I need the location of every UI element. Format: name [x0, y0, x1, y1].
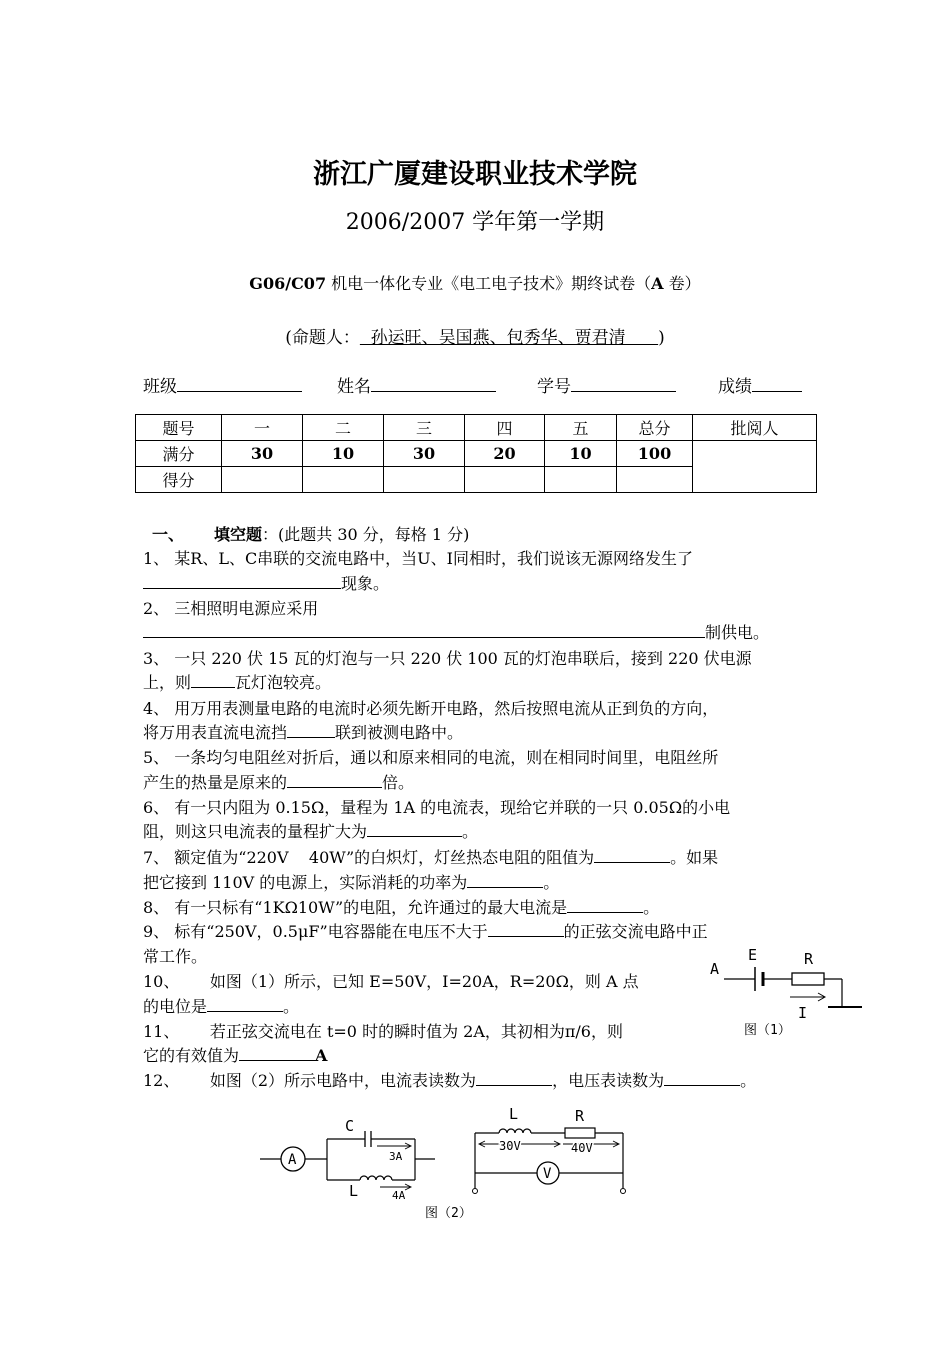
- full-score-cell: 30: [384, 441, 465, 467]
- school-title: 浙江广厦建设职业技术学院: [313, 159, 637, 190]
- resistor-r2: [565, 1128, 595, 1138]
- inductor-label-2: L: [509, 1105, 519, 1123]
- question-6-line1: 6、 有一只内阻为 0.15Ω，量程为 1A 的电流表，现给它并联的一只 0.05Ω的小电: [143, 798, 731, 817]
- answer-blank[interactable]: [207, 995, 283, 1012]
- exam-code: G06/C07: [249, 274, 327, 293]
- class-label: 班级: [143, 377, 177, 397]
- section-title: 填空题: [214, 525, 263, 544]
- semester-title: 2006/2007 学年第一学期: [345, 210, 605, 235]
- answer-blank[interactable]: [567, 896, 643, 913]
- full-score-label: 满分: [136, 441, 222, 467]
- question-3-line2: [143, 671, 331, 695]
- question-text: 。: [462, 822, 479, 841]
- question-text: 的正弦交流电路中正: [563, 922, 708, 941]
- authors-names: 孙运旺、吴国燕、包秀华、贾君清: [359, 328, 659, 348]
- question-6-line2: [143, 820, 478, 844]
- id-label: 学号: [537, 377, 571, 397]
- question-text: 把它接到 110V 的电源上，实际消耗的功率为: [143, 873, 468, 892]
- inductor-l: [360, 1176, 392, 1180]
- question-9-line2: 常工作。: [143, 947, 208, 966]
- question-text: 上，则: [143, 673, 192, 692]
- answer-blank[interactable]: [287, 721, 335, 738]
- reviewer-cell[interactable]: [693, 441, 817, 493]
- question-text: 阻，则这只电流表的量程扩大为: [143, 822, 368, 841]
- figure-1-label-r: R: [804, 950, 814, 968]
- authors-label: (命题人：: [285, 328, 360, 348]
- score-blank: [752, 375, 802, 392]
- answer-blank[interactable]: [367, 820, 462, 837]
- authors-line: [0, 323, 950, 348]
- question-11-line2: [143, 1044, 327, 1068]
- question-text: 联到被测电路中。: [335, 723, 464, 742]
- question-text: 。: [283, 997, 300, 1016]
- question-7-line2: [143, 871, 559, 895]
- table-header-row: [136, 415, 817, 441]
- table-header-cell: 二: [303, 415, 384, 441]
- question-text: 。如果: [670, 848, 719, 867]
- got-score-cell[interactable]: [617, 467, 693, 493]
- class-blank: [177, 375, 302, 392]
- table-header-cell: 一: [222, 415, 303, 441]
- score-table: [135, 414, 817, 493]
- id-blank: [571, 375, 676, 392]
- answer-blank[interactable]: [143, 572, 341, 589]
- figure-1-label-i: I: [798, 1004, 808, 1022]
- full-score-cell: 100: [617, 441, 693, 467]
- question-text: A: [315, 1046, 328, 1065]
- question-text: 。: [643, 898, 660, 917]
- terminal: [621, 1189, 626, 1194]
- question-10-line2: [143, 995, 299, 1019]
- question-text: 倍。: [382, 773, 415, 792]
- answer-blank[interactable]: [191, 671, 235, 688]
- question-text: 瓦灯泡较亮。: [235, 673, 332, 692]
- question-text: 7、 额定值为“220V 40W”的白炽灯，灯丝热态电阻的阻值为: [143, 848, 595, 867]
- table-header-cell: 五: [545, 415, 617, 441]
- question-text: 现象。: [341, 574, 390, 593]
- full-score-cell: 10: [303, 441, 384, 467]
- answer-blank[interactable]: [287, 771, 382, 788]
- question-2-line2: [143, 621, 769, 645]
- got-score-cell[interactable]: [222, 467, 303, 493]
- resistor-label: R: [575, 1107, 585, 1125]
- table-header-cell: 四: [465, 415, 545, 441]
- resistor-voltage: 40V: [571, 1141, 593, 1155]
- question-11-line1: 11、 若正弦交流电在 t=0 时的瞬时值为 2A，其初相为π/6，则: [143, 1022, 623, 1041]
- answer-blank[interactable]: [143, 621, 705, 638]
- answer-blank[interactable]: [239, 1044, 315, 1061]
- question-2-line1: 2、 三相照明电源应采用: [143, 599, 319, 618]
- full-score-cell: 20: [465, 441, 545, 467]
- section-desc: ：(此题共 30 分，每格 1 分): [262, 525, 470, 544]
- question-text: 将万用表直流电流挡: [143, 723, 288, 742]
- figure-1-label-a: A: [710, 960, 720, 978]
- full-score-cell: 30: [222, 441, 303, 467]
- question-1-line2: [143, 572, 389, 596]
- authors-close: ): [658, 328, 665, 348]
- exam-title-text: 机电一体化专业《电工电子技术》期终试卷（: [326, 274, 652, 293]
- table-header-cell: 题号: [136, 415, 222, 441]
- question-text: 制供电。: [705, 623, 770, 642]
- got-score-label: 得分: [136, 467, 222, 493]
- question-1-line1: 1、 某R、L、C串联的交流电路中，当U、I同相时，我们说该无源网络发生了: [143, 549, 693, 568]
- terminal: [473, 1189, 478, 1194]
- got-score-cell[interactable]: [465, 467, 545, 493]
- capacitor-current: 3A: [389, 1150, 403, 1163]
- question-5-line2: [143, 771, 414, 795]
- question-text: ，电压表读数为: [552, 1071, 665, 1090]
- inductor-label: L: [349, 1182, 359, 1200]
- question-3-line1: 3、 一只 220 伏 15 瓦的灯泡与一只 220 伏 100 瓦的灯泡串联后，接到 220 伏电源: [143, 649, 752, 668]
- full-score-cell: 10: [545, 441, 617, 467]
- section-heading: [152, 522, 469, 545]
- name-field: [337, 372, 496, 397]
- id-field: [537, 372, 676, 397]
- inductor-current: 4A: [392, 1189, 406, 1202]
- figure-1-caption: 图（1）: [744, 1023, 791, 1038]
- answer-blank[interactable]: [476, 1069, 552, 1086]
- table-header-cell: 总分: [617, 415, 693, 441]
- question-7-line1: [143, 846, 718, 870]
- figure-2-caption: 图（2）: [425, 1206, 472, 1221]
- answer-blank[interactable]: [488, 920, 564, 937]
- question-text: 9、 标有“250V，0.5μF”电容器能在电压不大于: [143, 922, 488, 941]
- question-10-line1: 10、 如图（1）所示，已知 E=50V，I=20A，R=20Ω，则 A 点: [143, 972, 639, 991]
- exam-title-tail: 卷）: [663, 274, 701, 293]
- capacitor-label: C: [345, 1117, 355, 1135]
- question-5-line1: 5、 一条均匀电阻丝对折后，通以和原来相同的电流，则在相同时间里，电阻丝所: [143, 748, 719, 767]
- section-number: 一、: [152, 525, 185, 544]
- figure-1-circuit: [700, 942, 870, 1042]
- question-text: 12、 如图（2）所示电路中，电流表读数为: [143, 1071, 477, 1090]
- score-label: 成绩: [718, 377, 752, 397]
- class-field: [143, 372, 302, 397]
- question-4-line2: [143, 721, 463, 745]
- got-score-cell[interactable]: [545, 467, 617, 493]
- question-9-line1: [143, 920, 708, 944]
- name-label: 姓名: [337, 377, 371, 397]
- got-score-cell[interactable]: [384, 467, 465, 493]
- table-header-cell: 批阅人: [693, 415, 817, 441]
- question-text: 。: [543, 873, 560, 892]
- question-text: 产生的热量是原来的: [143, 773, 288, 792]
- resistor-r: [792, 973, 824, 985]
- inductor-voltage: 30V: [499, 1139, 521, 1153]
- question-text: 8、 有一只标有“1KΩ10W”的电阻，允许通过的最大电流是: [143, 898, 568, 917]
- question-8-line1: [143, 896, 659, 920]
- score-field: [718, 372, 802, 397]
- answer-blank[interactable]: [467, 871, 543, 888]
- question-text: 它的有效值为: [143, 1046, 240, 1065]
- figure-2-circuit: [255, 1100, 645, 1225]
- exam-title: [0, 271, 950, 294]
- figure-1-label-e: E: [748, 946, 758, 964]
- exam-paper: A: [651, 274, 664, 293]
- voltmeter-label: V: [543, 1166, 552, 1182]
- question-text: 的电位是: [143, 997, 208, 1016]
- question-text: 。: [740, 1071, 757, 1090]
- got-score-cell[interactable]: [303, 467, 384, 493]
- question-4-line1: 4、 用万用表测量电路的电流时必须先断开电路，然后按照电流从正到负的方向，: [143, 699, 719, 718]
- answer-blank[interactable]: [664, 1069, 740, 1086]
- question-12-line1: [143, 1069, 756, 1093]
- inductor-l2: [499, 1129, 531, 1133]
- ammeter-label: A: [288, 1152, 297, 1168]
- table-row: [136, 441, 817, 467]
- name-blank: [371, 375, 496, 392]
- answer-blank[interactable]: [594, 846, 670, 863]
- table-header-cell: 三: [384, 415, 465, 441]
